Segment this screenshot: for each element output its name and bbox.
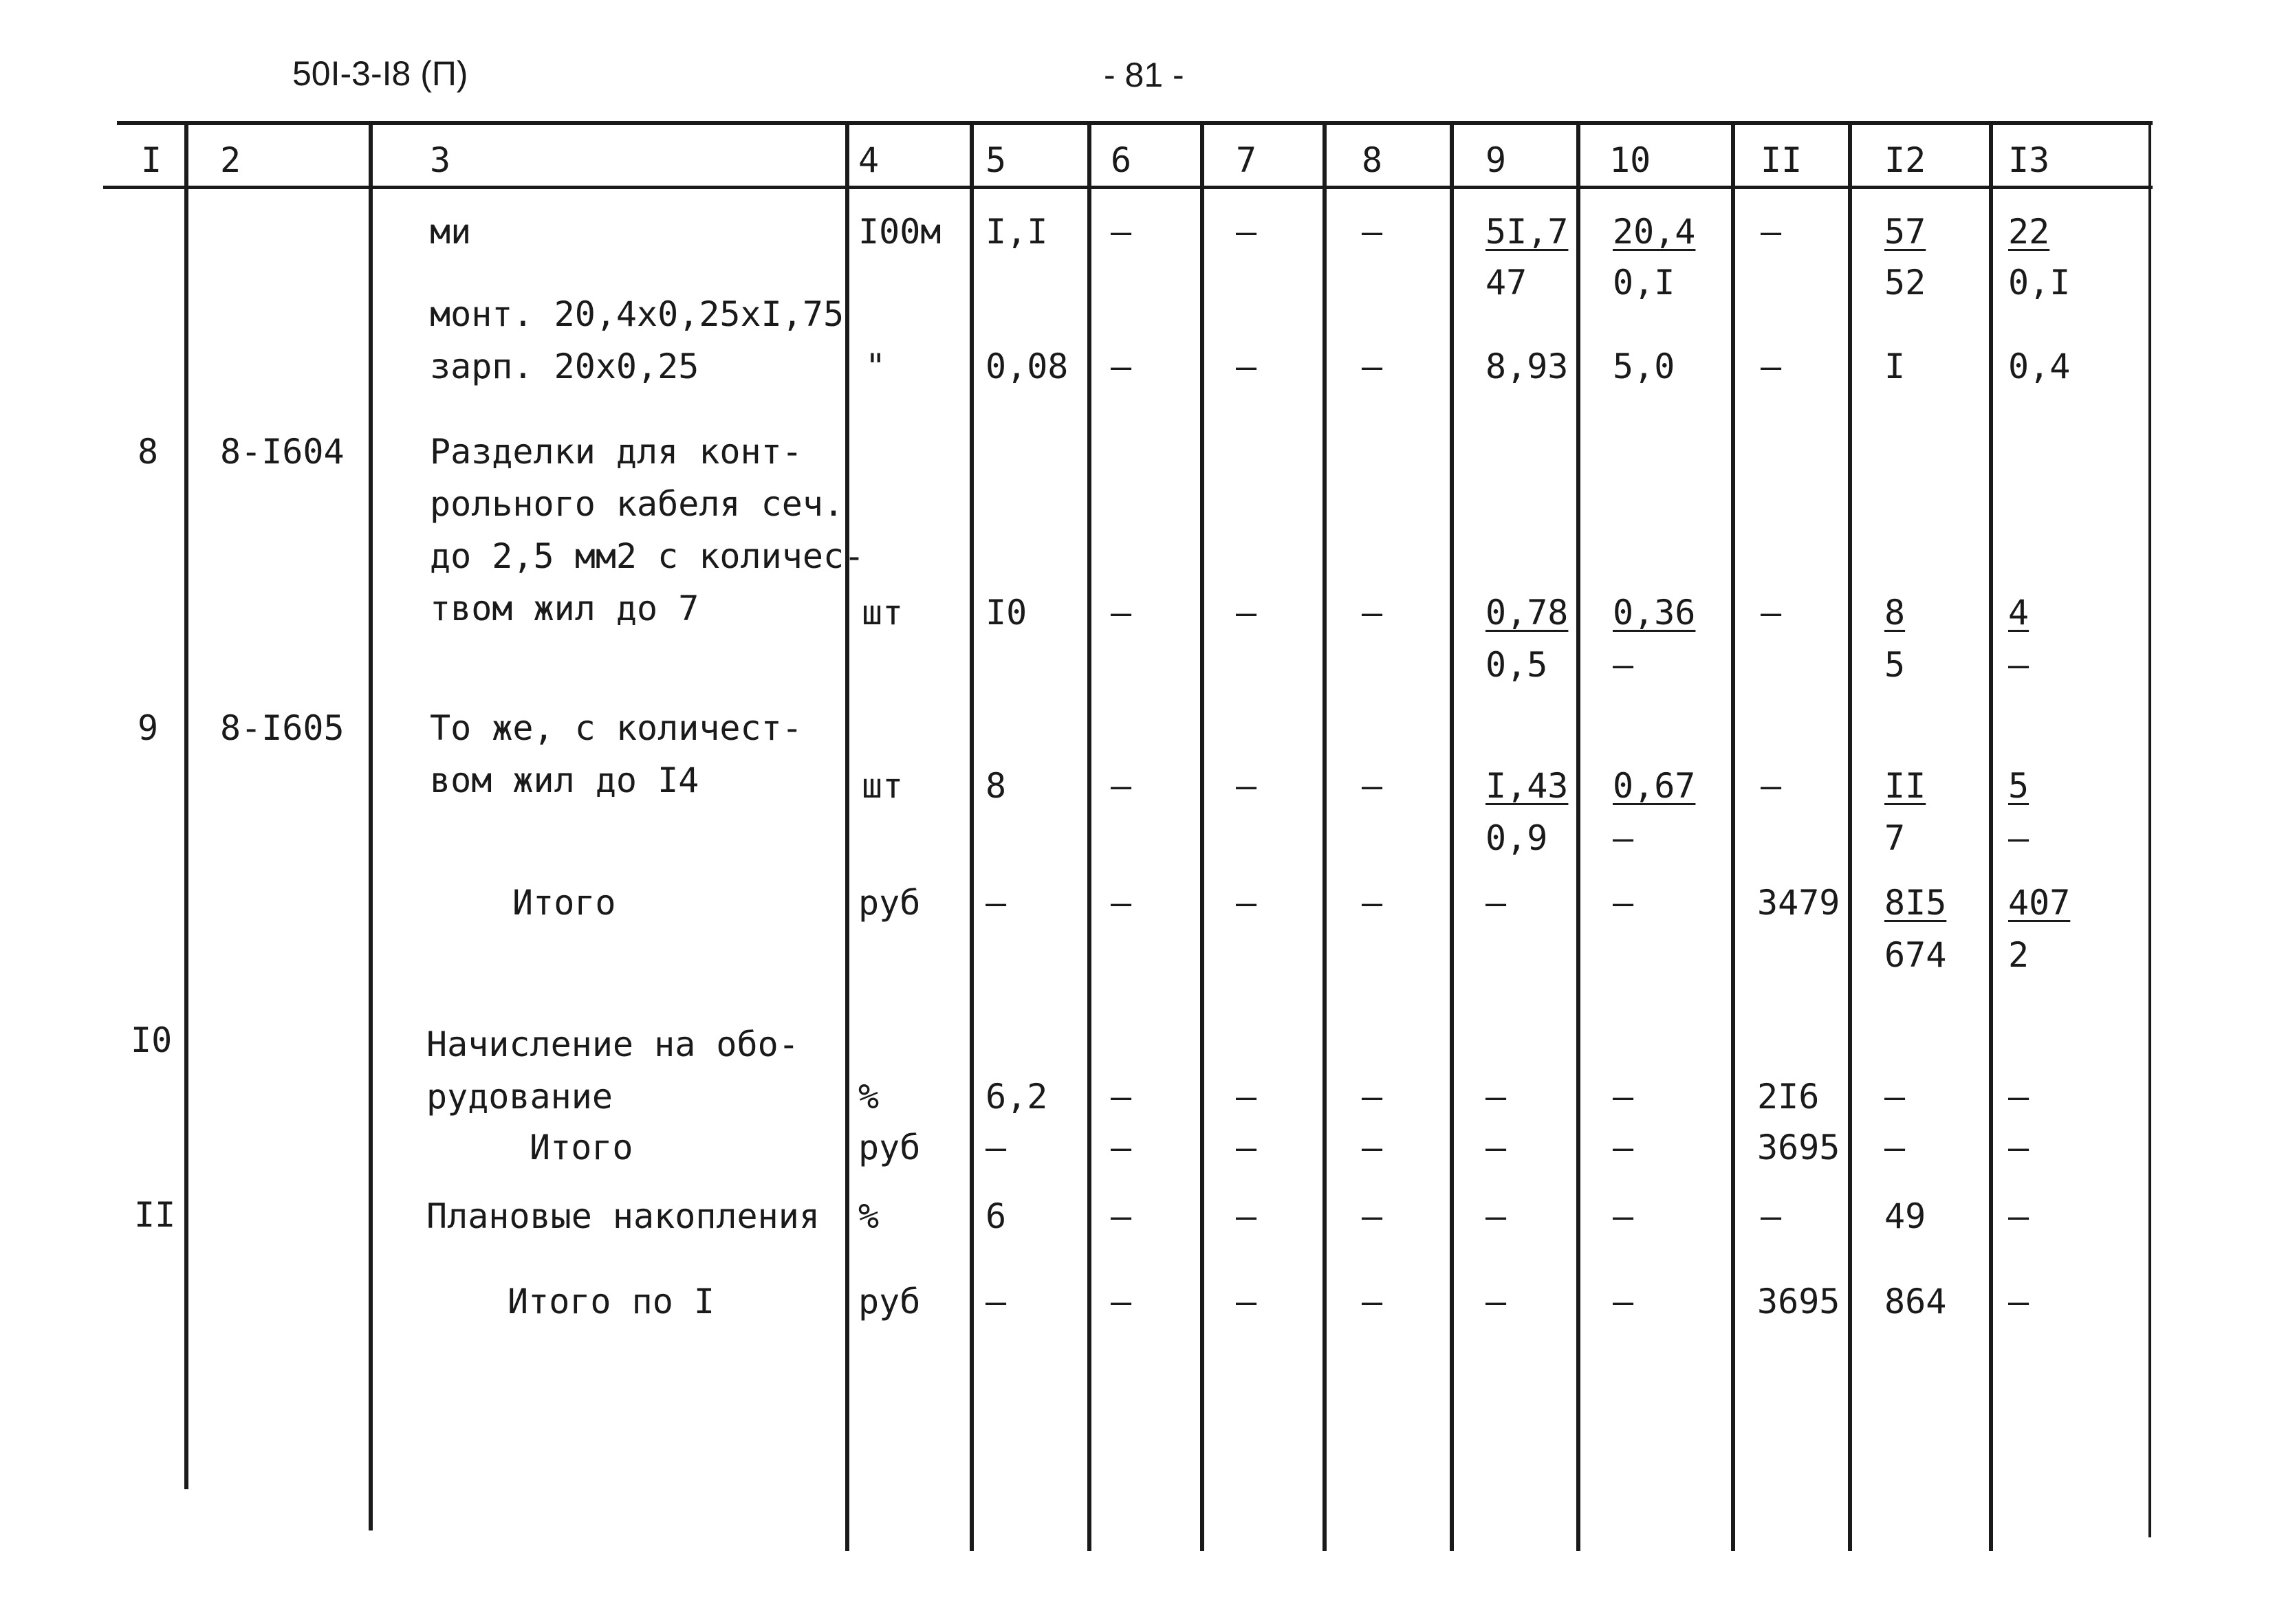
cell-dash: – <box>1884 1077 1906 1117</box>
column-divider <box>1731 121 1735 1551</box>
cell-dash: – <box>1362 347 1383 386</box>
row-code: 8-I604 <box>220 432 345 472</box>
cell-dash: – <box>1111 883 1132 923</box>
row-quantity: I0 <box>986 593 1027 633</box>
cell-numerator: 407 <box>2008 883 2071 923</box>
cell-dash: – <box>1613 883 1634 923</box>
cell-denominator: 47 <box>1485 263 1527 303</box>
column-divider <box>1576 121 1580 1551</box>
row-name-line-3: до 2,5 мм2 с количес- <box>430 536 865 576</box>
cell-denominator: 52 <box>1884 263 1926 303</box>
document-code: 50I-3-I8 (П) <box>292 54 468 93</box>
column-header-8: 8 <box>1362 140 1383 180</box>
row-number: 9 <box>138 708 159 748</box>
cell-denominator: – <box>1613 645 1634 685</box>
cell-dash: – <box>1485 1077 1507 1117</box>
cell-denominator: 0,I <box>1613 263 1675 303</box>
cell-dash: – <box>1111 212 1132 252</box>
row-quantity: 6 <box>986 1196 1007 1236</box>
row-unit: I00м <box>858 212 941 252</box>
row-name-line-2: вом жил до I4 <box>430 760 699 800</box>
cell-numerator: 57 <box>1884 212 1926 252</box>
cell-dash: – <box>1761 347 1782 386</box>
row-name-line-1: То же, с количест- <box>430 708 803 748</box>
cell-dash: – <box>1362 593 1383 633</box>
page-number: - 81 - <box>1104 56 1184 94</box>
cell-value: 8,93 <box>1485 347 1569 386</box>
column-divider <box>1848 121 1852 1551</box>
cell-numerator: II <box>1884 766 1926 806</box>
row-unit: % <box>858 1077 880 1117</box>
cell-dash: – <box>1613 1077 1634 1117</box>
cell-denominator: 7 <box>1884 818 1906 858</box>
row-unit: руб <box>858 883 921 923</box>
cell-denominator: 674 <box>1884 935 1947 975</box>
column-header-1: I <box>141 140 162 180</box>
row-quantity: I,I <box>986 212 1048 252</box>
cell-dash: – <box>986 1282 1007 1321</box>
row-name-line-4: твом жил до 7 <box>430 589 699 628</box>
total-label: Итого <box>530 1128 633 1167</box>
cell-denominator: 0,5 <box>1485 645 1548 685</box>
cell-dash: – <box>1362 1282 1383 1321</box>
cell-dash: – <box>986 1128 1007 1167</box>
cell-denominator: 2 <box>2008 935 2029 975</box>
cell-dash: – <box>1362 883 1383 923</box>
cell-dash: – <box>1761 212 1782 252</box>
column-header-11: II <box>1761 140 1803 180</box>
cell-dash: – <box>1236 593 1257 633</box>
cell-dash: – <box>1485 1196 1507 1236</box>
cell-value: I <box>1884 347 1906 386</box>
row-name-line-1: Разделки для конт- <box>430 432 803 472</box>
column-header-12: I2 <box>1884 140 1926 180</box>
row-name: ми <box>430 212 472 252</box>
cell-dash: – <box>1111 1196 1132 1236</box>
cell-dash: – <box>1761 593 1782 633</box>
cell-dash: – <box>1111 593 1132 633</box>
cell-dash: – <box>1884 1128 1906 1167</box>
cell-dash: – <box>986 883 1007 923</box>
table-right-border <box>2148 121 2151 1537</box>
cell-dash: – <box>1613 1282 1634 1321</box>
row-unit: шт <box>862 766 904 806</box>
cell-numerator: 22 <box>2008 212 2050 252</box>
cell-dash: – <box>1111 766 1132 806</box>
cell-dash: – <box>1761 1196 1782 1236</box>
cell-value: 2I6 <box>1757 1077 1820 1117</box>
cell-denominator: – <box>2008 818 2029 858</box>
row-quantity: 0,08 <box>986 347 1069 386</box>
cell-numerator: 0,67 <box>1613 766 1696 806</box>
row-name: зарп. 20x0,25 <box>430 347 699 386</box>
column-header-4: 4 <box>858 140 880 180</box>
cell-dash: – <box>1236 1282 1257 1321</box>
cell-dash: – <box>1613 1128 1634 1167</box>
row-number: II <box>134 1195 176 1235</box>
cell-dash: – <box>1236 1196 1257 1236</box>
cell-dash: – <box>1111 1077 1132 1117</box>
row-unit: % <box>858 1196 880 1236</box>
cell-dash: – <box>1111 1128 1132 1167</box>
column-divider <box>1450 121 1454 1551</box>
cell-denominator: 0,I <box>2008 263 2071 303</box>
cell-dash: – <box>1761 766 1782 806</box>
column-header-6: 6 <box>1111 140 1132 180</box>
row-name-line-1: Начисление на обо- <box>426 1024 799 1064</box>
cell-value: 0,4 <box>2008 347 2071 386</box>
cell-numerator: 8 <box>1884 593 1906 633</box>
cell-numerator: 5I,7 <box>1485 212 1569 252</box>
column-header-3: 3 <box>430 140 451 180</box>
cell-dash: – <box>1485 1282 1507 1321</box>
row-unit: шт <box>862 593 904 633</box>
row-unit: руб <box>858 1128 921 1167</box>
cell-denominator: 0,9 <box>1485 818 1548 858</box>
cell-numerator: 5 <box>2008 766 2029 806</box>
cell-value: 3695 <box>1757 1282 1840 1321</box>
cell-dash: – <box>2008 1282 2029 1321</box>
cell-numerator: 20,4 <box>1613 212 1696 252</box>
row-number: 8 <box>138 432 159 472</box>
row-unit: руб <box>858 1282 921 1321</box>
cell-numerator: I,43 <box>1485 766 1569 806</box>
table-top-rule <box>117 121 2153 125</box>
cell-dash: – <box>1485 883 1507 923</box>
cell-dash: – <box>1362 1196 1383 1236</box>
row-name-line-2: рудование <box>426 1077 613 1117</box>
row-quantity: 8 <box>986 766 1007 806</box>
row-unit: " <box>865 347 886 386</box>
cell-value: 5,0 <box>1613 347 1675 386</box>
cell-dash: – <box>1236 1077 1257 1117</box>
row-code: 8-I605 <box>220 708 345 748</box>
row-name-continued: монт. 20,4x0,25xI,75 <box>430 294 845 334</box>
cell-dash: – <box>1236 883 1257 923</box>
column-divider <box>1200 121 1204 1551</box>
row-number: I0 <box>131 1020 173 1060</box>
cell-dash: – <box>2008 1128 2029 1167</box>
header-bottom-rule <box>103 186 2153 189</box>
cell-denominator: – <box>2008 645 2029 685</box>
cell-numerator: 0,36 <box>1613 593 1696 633</box>
column-header-10: 10 <box>1609 140 1651 180</box>
cell-value: 49 <box>1884 1196 1926 1236</box>
cell-numerator: 4 <box>2008 593 2029 633</box>
row-name-line-2: рольного кабеля сеч. <box>430 484 845 524</box>
column-divider <box>845 121 849 1551</box>
column-divider <box>369 121 373 1530</box>
row-name: Плановые накопления <box>426 1196 820 1236</box>
column-header-7: 7 <box>1236 140 1257 180</box>
cell-dash: – <box>1236 212 1257 252</box>
cell-dash: – <box>1613 1196 1634 1236</box>
cell-dash: – <box>1236 347 1257 386</box>
cell-dash: – <box>2008 1196 2029 1236</box>
cell-denominator: 5 <box>1884 645 1906 685</box>
column-divider <box>184 121 188 1489</box>
total-label: Итого <box>512 883 616 923</box>
row-quantity: 6,2 <box>986 1077 1048 1117</box>
cell-dash: – <box>1362 766 1383 806</box>
total-label: Итого по I <box>508 1282 715 1321</box>
cell-dash: – <box>1362 1077 1383 1117</box>
cell-numerator: 8I5 <box>1884 883 1947 923</box>
column-divider <box>1989 121 1993 1551</box>
column-header-9: 9 <box>1485 140 1507 180</box>
cell-value: 3479 <box>1757 883 1840 923</box>
cell-dash: – <box>1236 766 1257 806</box>
column-divider <box>1087 121 1091 1551</box>
cell-dash: – <box>1362 1128 1383 1167</box>
cell-value: 864 <box>1884 1282 1947 1321</box>
cell-dash: – <box>1485 1128 1507 1167</box>
column-header-13: I3 <box>2008 140 2050 180</box>
column-header-2: 2 <box>220 140 241 180</box>
cell-numerator: 0,78 <box>1485 593 1569 633</box>
column-divider <box>1322 121 1327 1551</box>
cell-dash: – <box>1362 212 1383 252</box>
cell-dash: – <box>2008 1077 2029 1117</box>
column-header-5: 5 <box>986 140 1007 180</box>
cell-dash: – <box>1111 1282 1132 1321</box>
cell-value: 3695 <box>1757 1128 1840 1167</box>
cell-denominator: – <box>1613 818 1634 858</box>
cell-dash: – <box>1111 347 1132 386</box>
column-divider <box>970 121 974 1551</box>
cell-dash: – <box>1236 1128 1257 1167</box>
